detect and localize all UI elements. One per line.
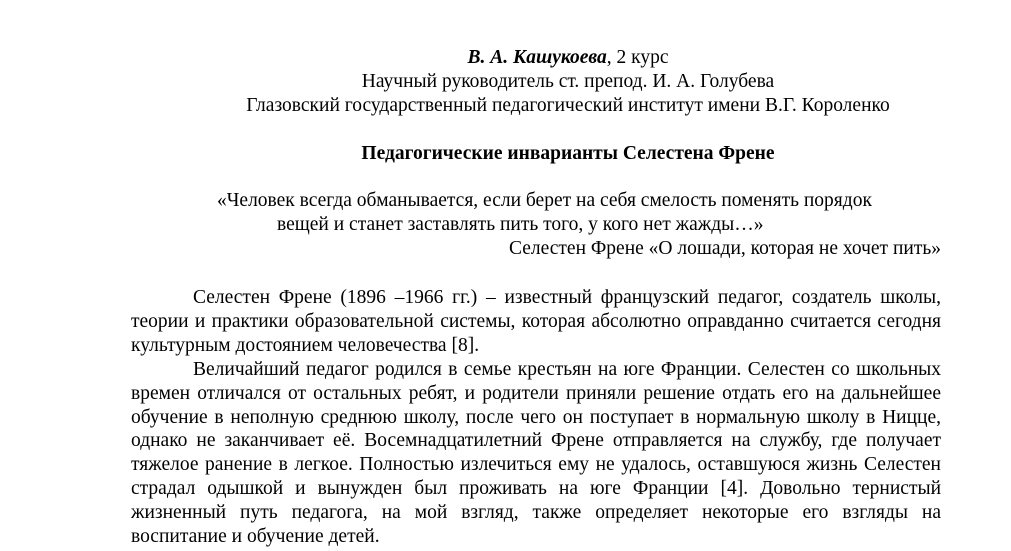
paragraph-1: Селестен Френе (1896 –1966 гг.) – известный французский педагог, создатель школы, теории и практики образовательной системы, которая абсолютно оправданно считается сегодня культурным достоянием человечества [8].	[131, 287, 941, 356]
epigraph-source: Селестен Френе «О лошади, которая не хочет пить»	[508, 238, 941, 259]
body-text	[131, 286, 941, 549]
epigraph-line-2: вещей и станет заставлять пить того, у кого нет жажды…»	[277, 214, 764, 235]
article-title: Педагогические инварианты Селестена Френе	[361, 143, 775, 164]
author-line	[0, 46, 1011, 70]
epigraph-line-1: «Человек всегда обманывается, если берет на себя смелость поменять порядок	[217, 190, 872, 211]
supervisor-line: Научный руководитель ст. препод. И. А. Голубева	[361, 71, 775, 92]
author-name: В. А. Кашукоева	[467, 47, 607, 68]
paragraph-2: Величайший педагог родился в семье крестьян на юге Франции. Селестен со школьных времен отличался от остальных ребят, и родители приняли решение отдать его на дальнейшее обучение в неполную среднюю школу, после чего он поступает в нормальную школу в Ницце, однако не заканчивает её. Восемнадцатилетний Френе отправляется на службу, где получает тяжелое ранение в легкое. Полностью излечиться ему не удалось, оставшуюся жизнь Селестен страдал одышкой и вынужден был проживать на юге Франции [4]. Довольно тернистый жизненный путь педагога, на мой взгляд, также определяет некоторые его взгляды на воспитание и обучение детей.	[131, 358, 941, 548]
institution-line: Глазовский государственный педагогический институт имени В.Г. Короленко	[246, 95, 890, 116]
author-course: , 2 курс	[606, 47, 669, 68]
